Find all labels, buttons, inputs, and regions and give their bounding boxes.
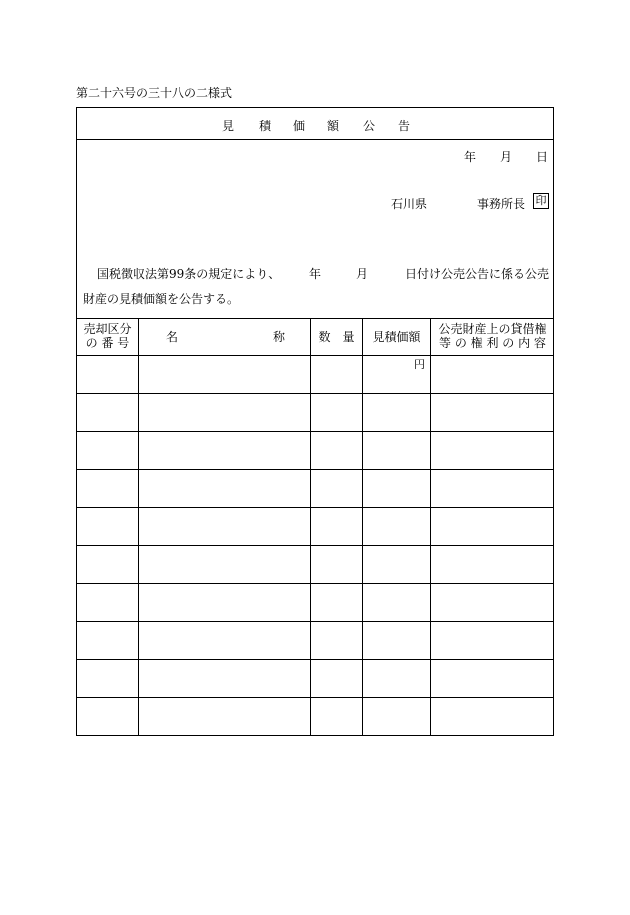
title-char: 額: [327, 119, 340, 133]
header-rights-line1: 公売財産上の貸借権: [438, 322, 547, 336]
date-year-label: 年: [464, 150, 477, 164]
title-char: 見: [222, 119, 235, 133]
office-title: 事務所長: [477, 197, 526, 211]
seal-mark: 印: [533, 193, 549, 209]
header-sale-number-line2: の 番 号: [85, 336, 130, 350]
table-row: [76, 697, 554, 735]
header-name-b: 称: [273, 330, 286, 344]
form-code: 第二十六号の三十八の二様式: [76, 86, 233, 100]
prefecture-name: 石川県: [391, 197, 428, 211]
header-estimated-price: 見積価額: [372, 330, 421, 344]
table-top-border: [76, 318, 554, 319]
title-char: 積: [259, 119, 272, 133]
title-char: 公: [363, 119, 376, 133]
table-row: [76, 393, 554, 432]
date-month-label: 月: [500, 150, 513, 164]
currency-unit: 円: [414, 358, 425, 371]
header-sale-number-line1: 売却区分: [83, 322, 132, 336]
title-char: 告: [398, 119, 411, 133]
header-quantity: 数 量: [318, 330, 355, 344]
header-sale-number: [77, 322, 138, 350]
body-line1-prefix: 国税徴収法第99条の規定により、: [97, 267, 281, 281]
table-row: [76, 621, 554, 660]
header-rights-line2: 等 の 権 利 の 内 容: [439, 336, 546, 350]
body-line2: 財産の見積価額を公告する。: [83, 292, 240, 306]
table-row: [76, 431, 554, 470]
table-row: [76, 545, 554, 584]
body-year-label: 年: [309, 267, 322, 281]
header-rights: [431, 322, 554, 350]
table-row: [76, 507, 554, 546]
date-day-label: 日: [536, 150, 549, 164]
table-row: [76, 583, 554, 622]
table-row: [76, 659, 554, 698]
body-line1-suffix: 日付け公売公告に係る公売: [405, 267, 550, 281]
title-char: 価: [293, 119, 306, 133]
body-month-label: 月: [356, 267, 369, 281]
form-title: [77, 108, 553, 140]
table-row: [76, 355, 554, 394]
header-name-a: 名: [166, 330, 179, 344]
table-row: [76, 469, 554, 508]
